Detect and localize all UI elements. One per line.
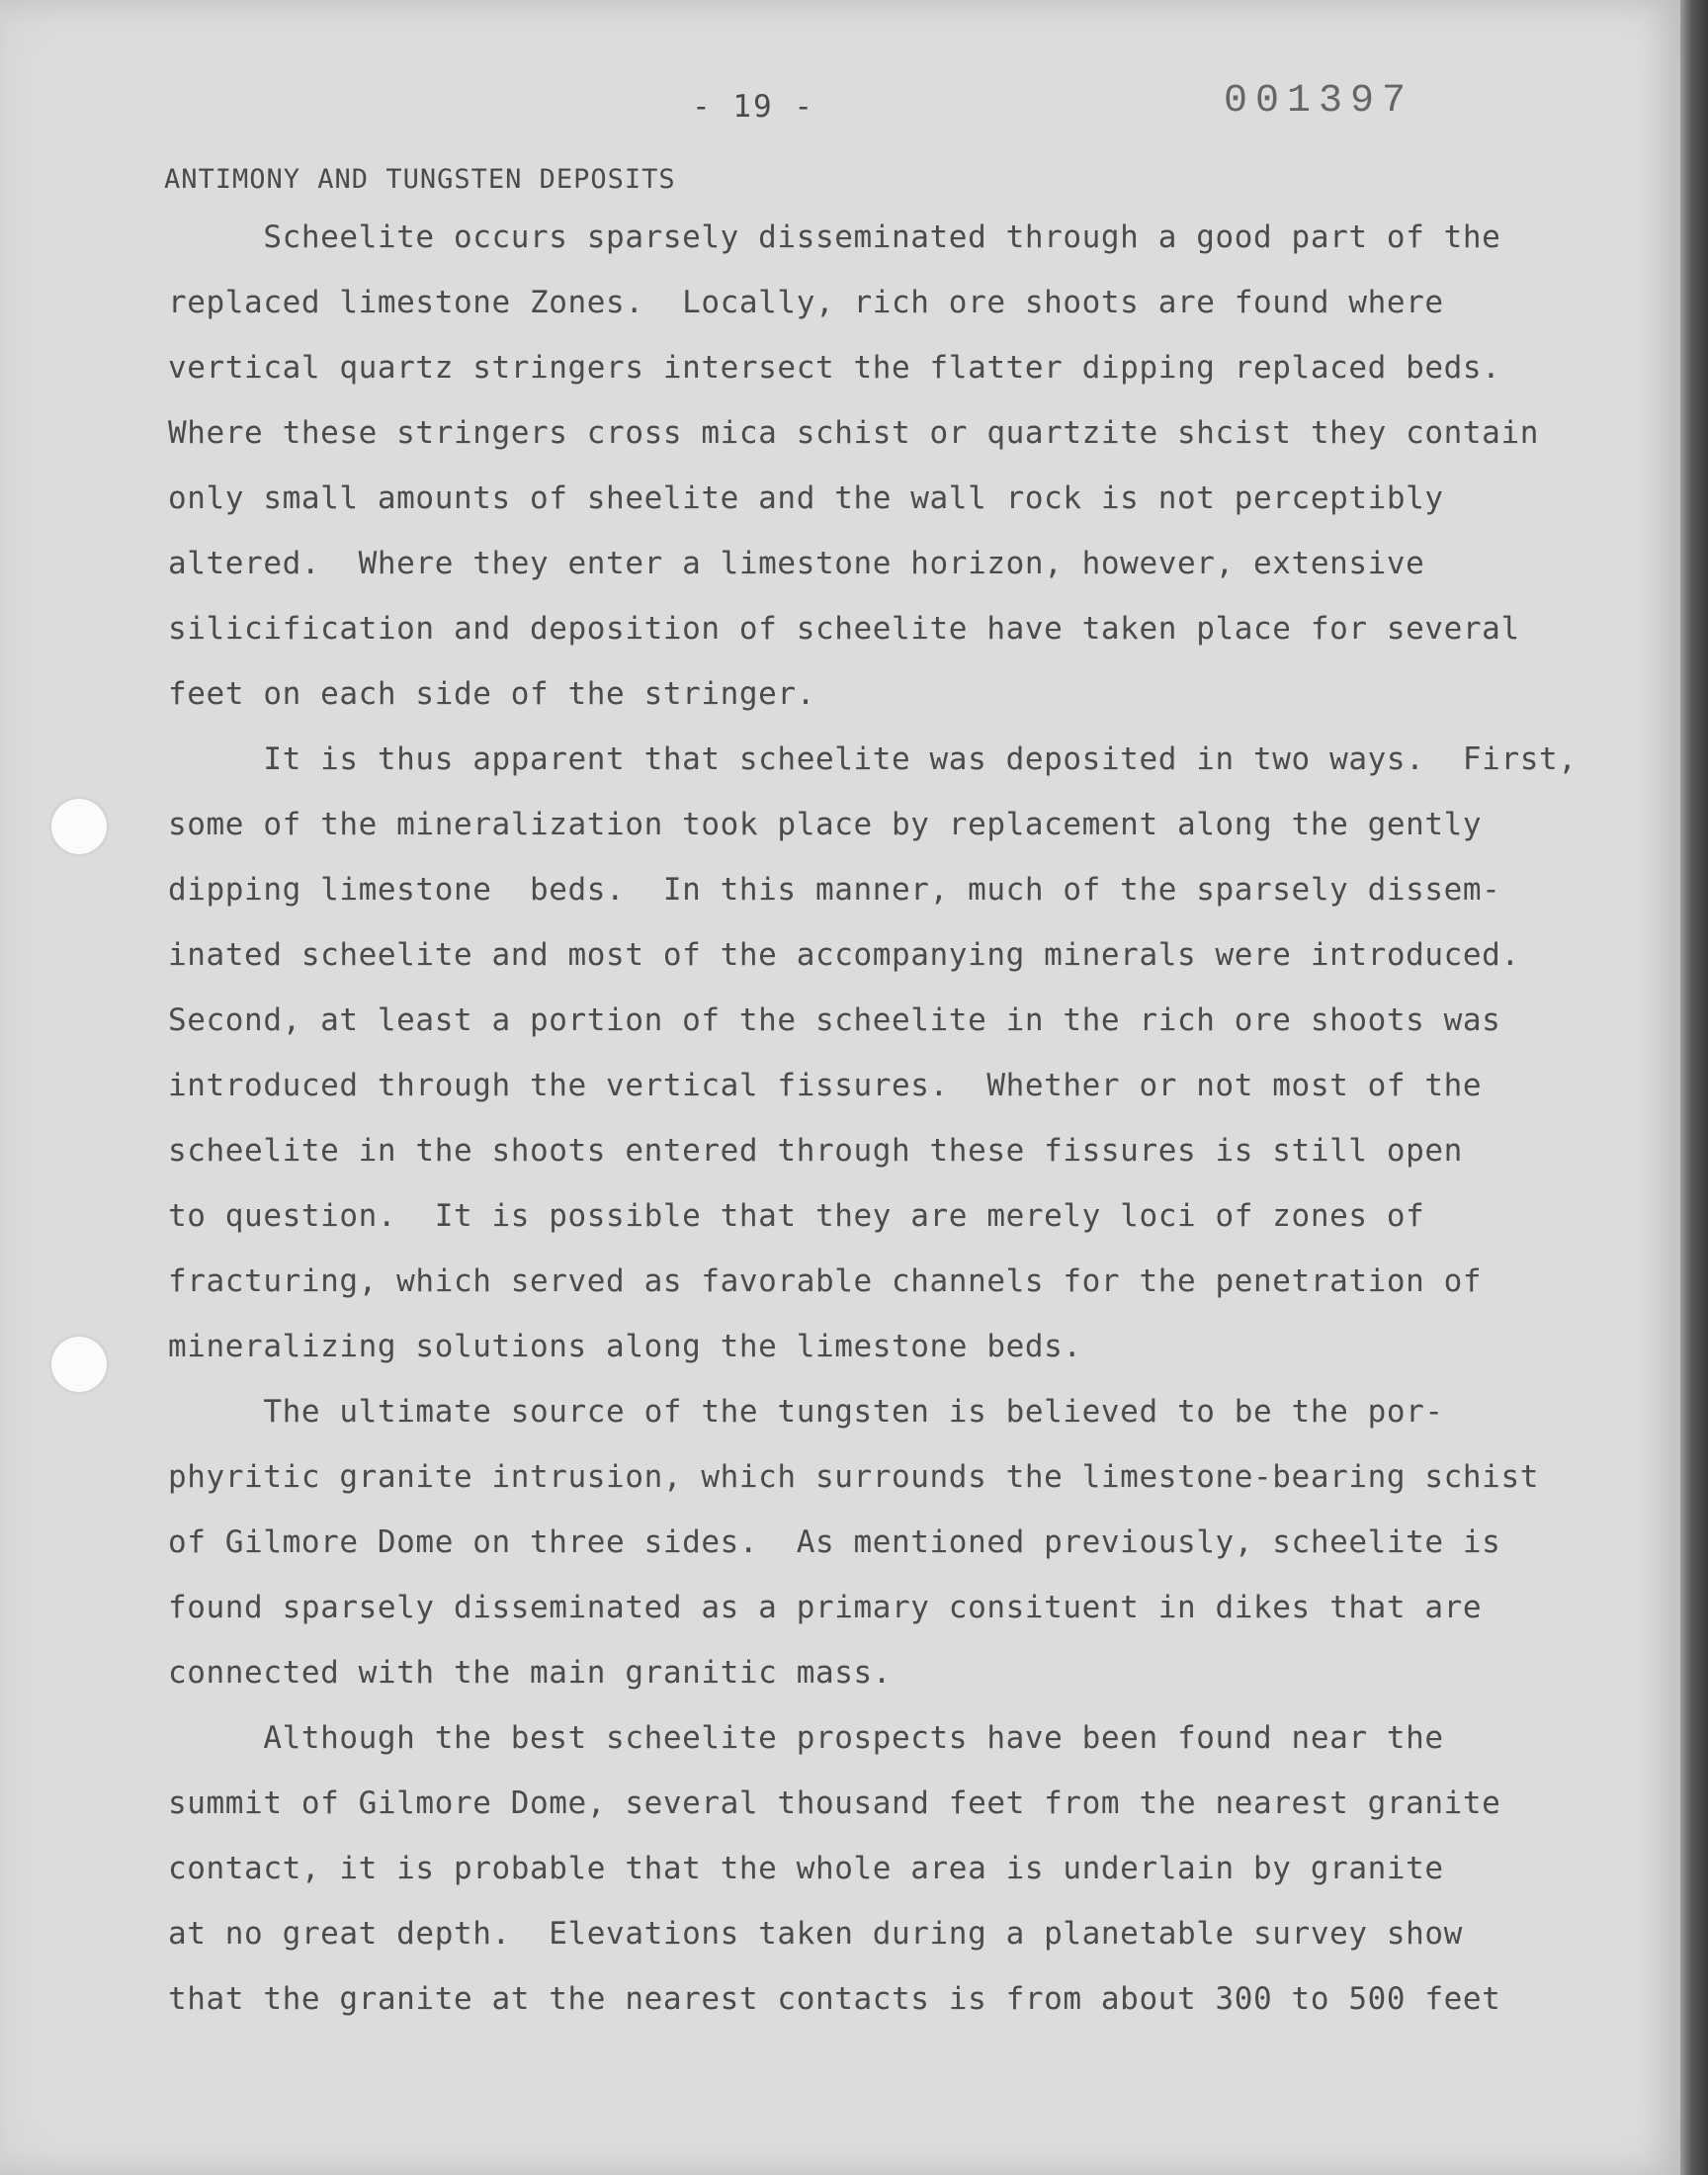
text-line: Where these stringers cross mica schist or quartzite shcist they contain: [168, 415, 1539, 451]
text-line: some of the mineralization took place by replacement along the gently: [168, 807, 1483, 842]
text-line: dipping limestone beds. In this manner, much of the sparsely dissem-: [168, 872, 1501, 908]
scan-edge: [1680, 0, 1708, 2175]
text-line: silicification and deposition of scheelite have taken place for several: [168, 611, 1520, 647]
text-line: Although the best scheelite prospects have been found near the: [168, 1720, 1444, 1756]
text-line: only small amounts of sheelite and the wall rock is not perceptibly: [168, 480, 1444, 516]
text-line: replaced limestone Zones. Locally, rich ore shoots are found where: [168, 285, 1444, 320]
text-line: inated scheelite and most of the accompanying minerals were introduced.: [168, 937, 1520, 973]
text-line: contact, it is probable that the whole area is underlain by granite: [168, 1851, 1444, 1886]
text-line: phyritic granite intrusion, which surrounds the limestone-bearing schist: [168, 1459, 1539, 1495]
text-line: connected with the main granitic mass.: [168, 1655, 893, 1691]
document-id-stamp: 001397: [1224, 79, 1414, 124]
text-line: scheelite in the shoots entered through these fissures is still open: [168, 1133, 1463, 1169]
text-line: Second, at least a portion of the scheelite in the rich ore shoots was: [168, 1002, 1501, 1038]
punch-hole: [51, 799, 107, 854]
punch-hole: [51, 1337, 107, 1392]
text-line: fracturing, which served as favorable channels for the penetration of: [168, 1263, 1483, 1299]
text-line: The ultimate source of the tungsten is believed to be the por-: [168, 1394, 1444, 1430]
text-line: of Gilmore Dome on three sides. As mentioned previously, scheelite is: [168, 1524, 1501, 1560]
text-line: found sparsely disseminated as a primary consituent in dikes that are: [168, 1590, 1483, 1625]
text-line: that the granite at the nearest contacts is from about 300 to 500 feet: [168, 1981, 1501, 2017]
text-line: mineralizing solutions along the limestone beds.: [168, 1329, 1082, 1364]
text-line: summit of Gilmore Dome, several thousand feet from the nearest granite: [168, 1785, 1501, 1821]
text-line: feet on each side of the stringer.: [168, 676, 815, 712]
text-line: Scheelite occurs sparsely disseminated through a good part of the: [168, 219, 1501, 255]
text-line: It is thus apparent that scheelite was deposited in two ways. First,: [168, 741, 1578, 777]
text-line: altered. Where they enter a limestone horizon, however, extensive: [168, 546, 1425, 581]
page-number: - 19 -: [692, 89, 814, 125]
text-line: at no great depth. Elevations taken during a planetable survey show: [168, 1916, 1463, 1952]
section-heading: ANTIMONY AND TUNGSTEN DEPOSITS: [164, 164, 676, 195]
text-line: vertical quartz stringers intersect the flatter dipping replaced beds.: [168, 350, 1501, 386]
text-line: to question. It is possible that they are merely loci of zones of: [168, 1198, 1425, 1234]
text-line: introduced through the vertical fissures. Whether or not most of the: [168, 1068, 1483, 1103]
